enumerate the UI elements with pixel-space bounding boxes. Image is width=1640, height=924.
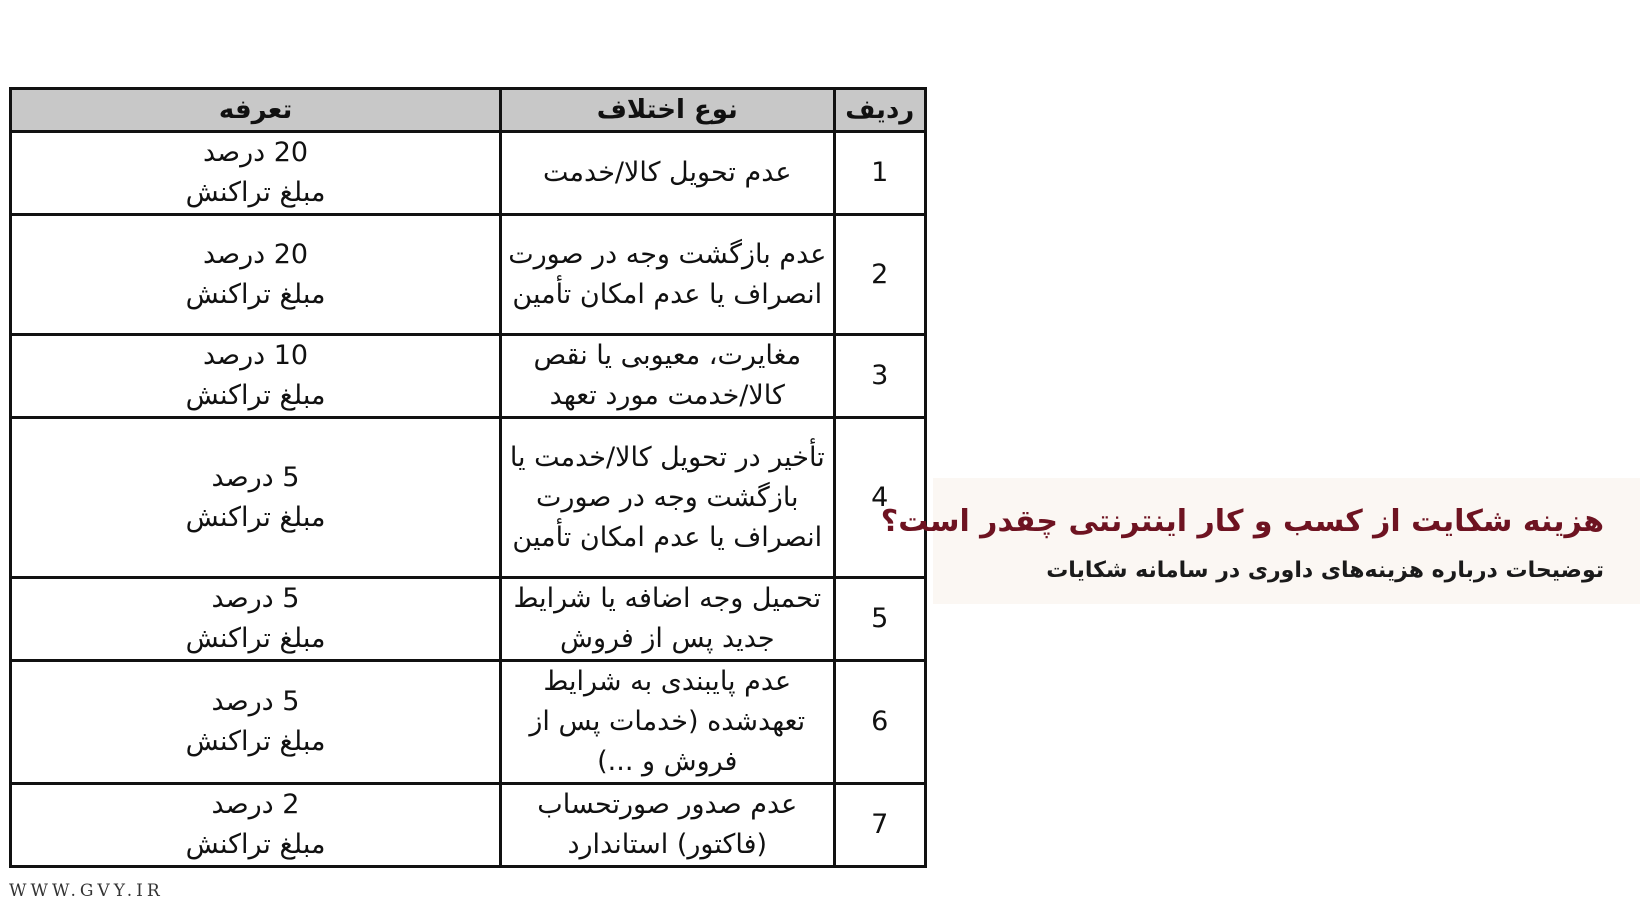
dispute-type: مغایرت، معیوبی یا نقص کالا/خدمت مورد تعهد — [501, 335, 834, 418]
fee-basis: مبلغ تراکنش — [185, 177, 326, 208]
dispute-type: تأخیر در تحویل کالا/خدمت یا بازگشت وجه در صورت انصراف یا عدم امکان تأمین — [501, 418, 834, 578]
fee-basis: مبلغ تراکنش — [185, 829, 326, 860]
table-row — [11, 784, 926, 867]
header-row-number: ردیف — [834, 89, 926, 132]
fee-percent: 5 درصد — [211, 686, 300, 717]
caption-title: هزینه شکایت از کسب و کار اینترنتی چقدر است؟ — [880, 504, 1604, 539]
fee-basis: مبلغ تراکنش — [185, 278, 326, 310]
fee-basis: مبلغ تراکنش — [185, 726, 326, 757]
caption-box — [880, 478, 1640, 604]
table-row — [11, 578, 926, 661]
table-row — [11, 215, 926, 335]
fee-cell — [11, 418, 501, 578]
table-row — [11, 661, 926, 784]
fee-percent: 5 درصد — [211, 461, 300, 493]
table-row — [11, 132, 926, 215]
fee-basis: مبلغ تراکنش — [185, 623, 326, 654]
fee-cell — [11, 661, 501, 784]
fee-percent: 20 درصد — [202, 137, 309, 168]
header-dispute-type: نوع اختلاف — [501, 89, 834, 132]
row-number: 3 — [834, 335, 926, 418]
dispute-type: عدم صدور صورتحساب (فاکتور) استاندارد — [501, 784, 834, 867]
row-number: 2 — [834, 215, 926, 335]
caption-subtitle: توضیحات درباره هزینه‌های داوری در سامانه شکایات — [1046, 558, 1604, 583]
row-number: 6 — [834, 661, 926, 784]
fee-cell — [11, 335, 501, 418]
dispute-type: عدم بازگشت وجه در صورت انصراف یا عدم امکان تأمین — [501, 215, 834, 335]
site-url: WWW.GVY.IR — [9, 881, 164, 901]
fee-table — [9, 87, 927, 868]
table-row — [11, 335, 926, 418]
fee-percent: 5 درصد — [211, 583, 300, 614]
row-number: 7 — [834, 784, 926, 867]
fee-cell — [11, 578, 501, 661]
fee-basis: مبلغ تراکنش — [185, 501, 326, 533]
row-number: 5 — [834, 578, 926, 661]
dispute-type: عدم تحویل کالا/خدمت — [501, 132, 834, 215]
fee-cell — [11, 132, 501, 215]
header-fee: تعرفه — [11, 89, 501, 132]
dispute-type: عدم پایبندی به شرایط تعهدشده (خدمات پس از فروش و ...) — [501, 661, 834, 784]
fee-percent: 20 درصد — [202, 238, 309, 270]
row-number: 1 — [834, 132, 926, 215]
fee-basis: مبلغ تراکنش — [185, 380, 326, 411]
table-row — [11, 418, 926, 578]
fee-cell — [11, 215, 501, 335]
row-number: 4 — [834, 418, 926, 578]
table-header-row — [11, 89, 926, 132]
fee-cell — [11, 784, 501, 867]
fee-percent: 10 درصد — [202, 340, 309, 371]
fee-percent: 2 درصد — [211, 789, 300, 820]
dispute-type: تحمیل وجه اضافه یا شرایط جدید پس از فروش — [501, 578, 834, 661]
